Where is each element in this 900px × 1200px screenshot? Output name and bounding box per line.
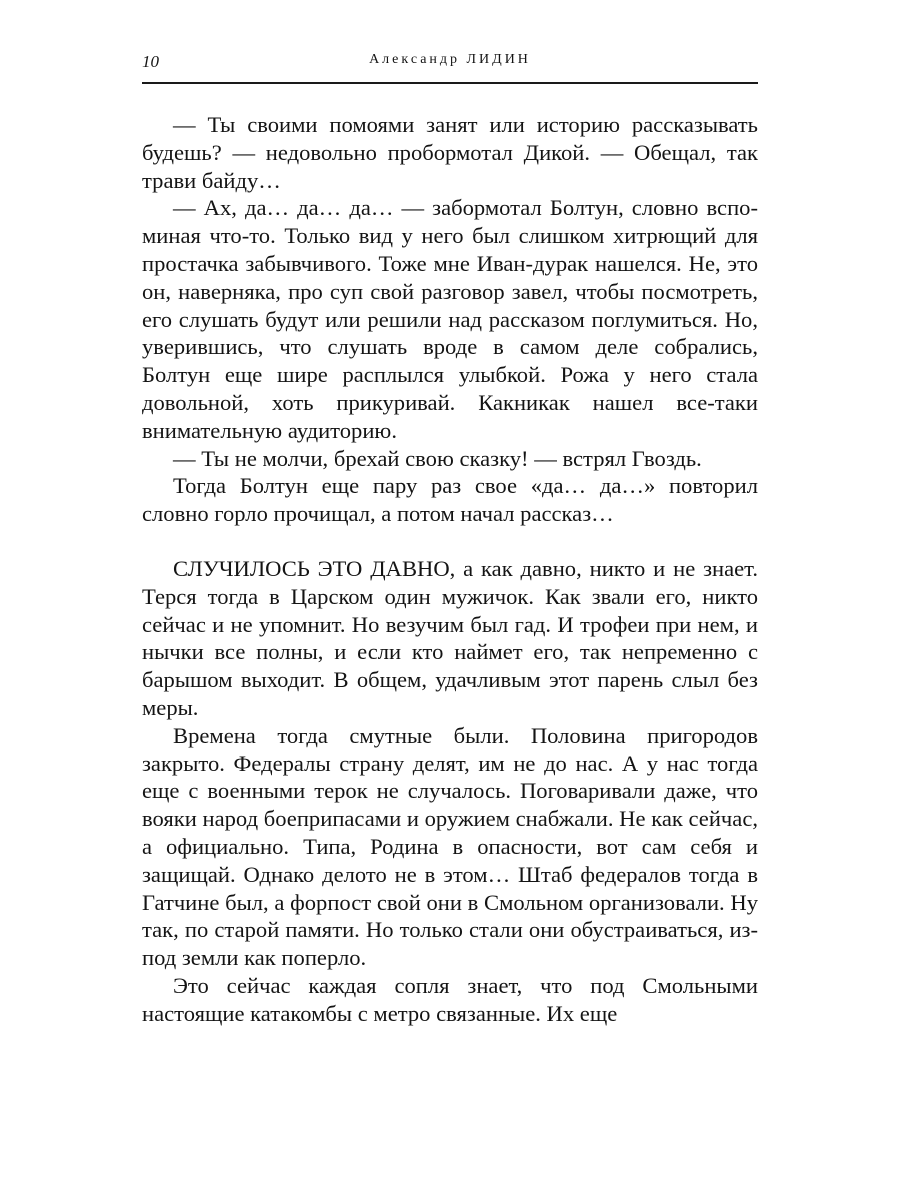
body-text <box>142 111 758 1028</box>
page-number: 10 <box>142 52 159 71</box>
section-start-paragraph: СЛУЧИЛОСЬ ЭТО ДАВНО, а как давно, никто и не знает. Терся тогда в Царском один мужичок. Как звали его, никто сейчас и не упомнит. Но везучим был гад. И трофеи при нем, и нычки все полны, и если кто наймет его, так непременно с барышом выходит. В общем, удачливым этот парень слыл без меры. <box>142 555 758 720</box>
paragraph: Это сейчас каждая сопля знает, что под Смольными настоящие катакомбы с метро связанные. Их еще <box>142 972 758 1026</box>
paragraph: — Ты не молчи, брехай свою сказку! — встрял Гвоздь. <box>173 445 702 471</box>
running-head-author: Александр ЛИДИН <box>369 52 531 67</box>
paragraph: Тогда Болтун еще пару раз свое «да… да…» повторил словно горло прочищал, а потом начал рассказ… <box>142 473 758 527</box>
header-rule <box>142 82 758 84</box>
running-header <box>142 50 758 76</box>
paragraph: Времена тогда смутные были. Половина пригородов закрыто. Федералы страну делят, им не до нас. А у нас тогда еще с военными терок не случалось. Поговаривали даже, что вояки народ боеприпасами и оружием снабжали. Не как сейчас, а официально. Типа, Родина в опасности, вот сам себя и защищай. Однако делото не в этом… Штаб федералов тогда в Гатчине был, а форпост свой они в Смольном организовали. Ну так, по старой памяти. Но только стали они обустраиваться, из-под земли как поперло. <box>142 722 758 971</box>
paragraph: — Ах, да… да… да… — забормотал Болтун, словно вспоминая что-то. Только вид у него был слишком хитрющий для простачка забывчивого. Тоже мне Иван-дурак нашелся. Не, это он, наверняка, про суп свой разговор завел, чтобы посмотреть, его слушать будут или решили над рассказом поглумиться. Но, уверившись, что слушать вроде в самом деле собрались, Болтун еще шире расплылся улыбкой. Рожа у него стала довольной, хоть прикуривай. Какникак нашел все-таки внимательную аудиторию. <box>142 195 758 443</box>
paragraph: — Ты своими помоями занят или историю рассказывать будешь? — недовольно пробормотал Дикой. — Обещал, так трави байду… <box>142 112 758 193</box>
